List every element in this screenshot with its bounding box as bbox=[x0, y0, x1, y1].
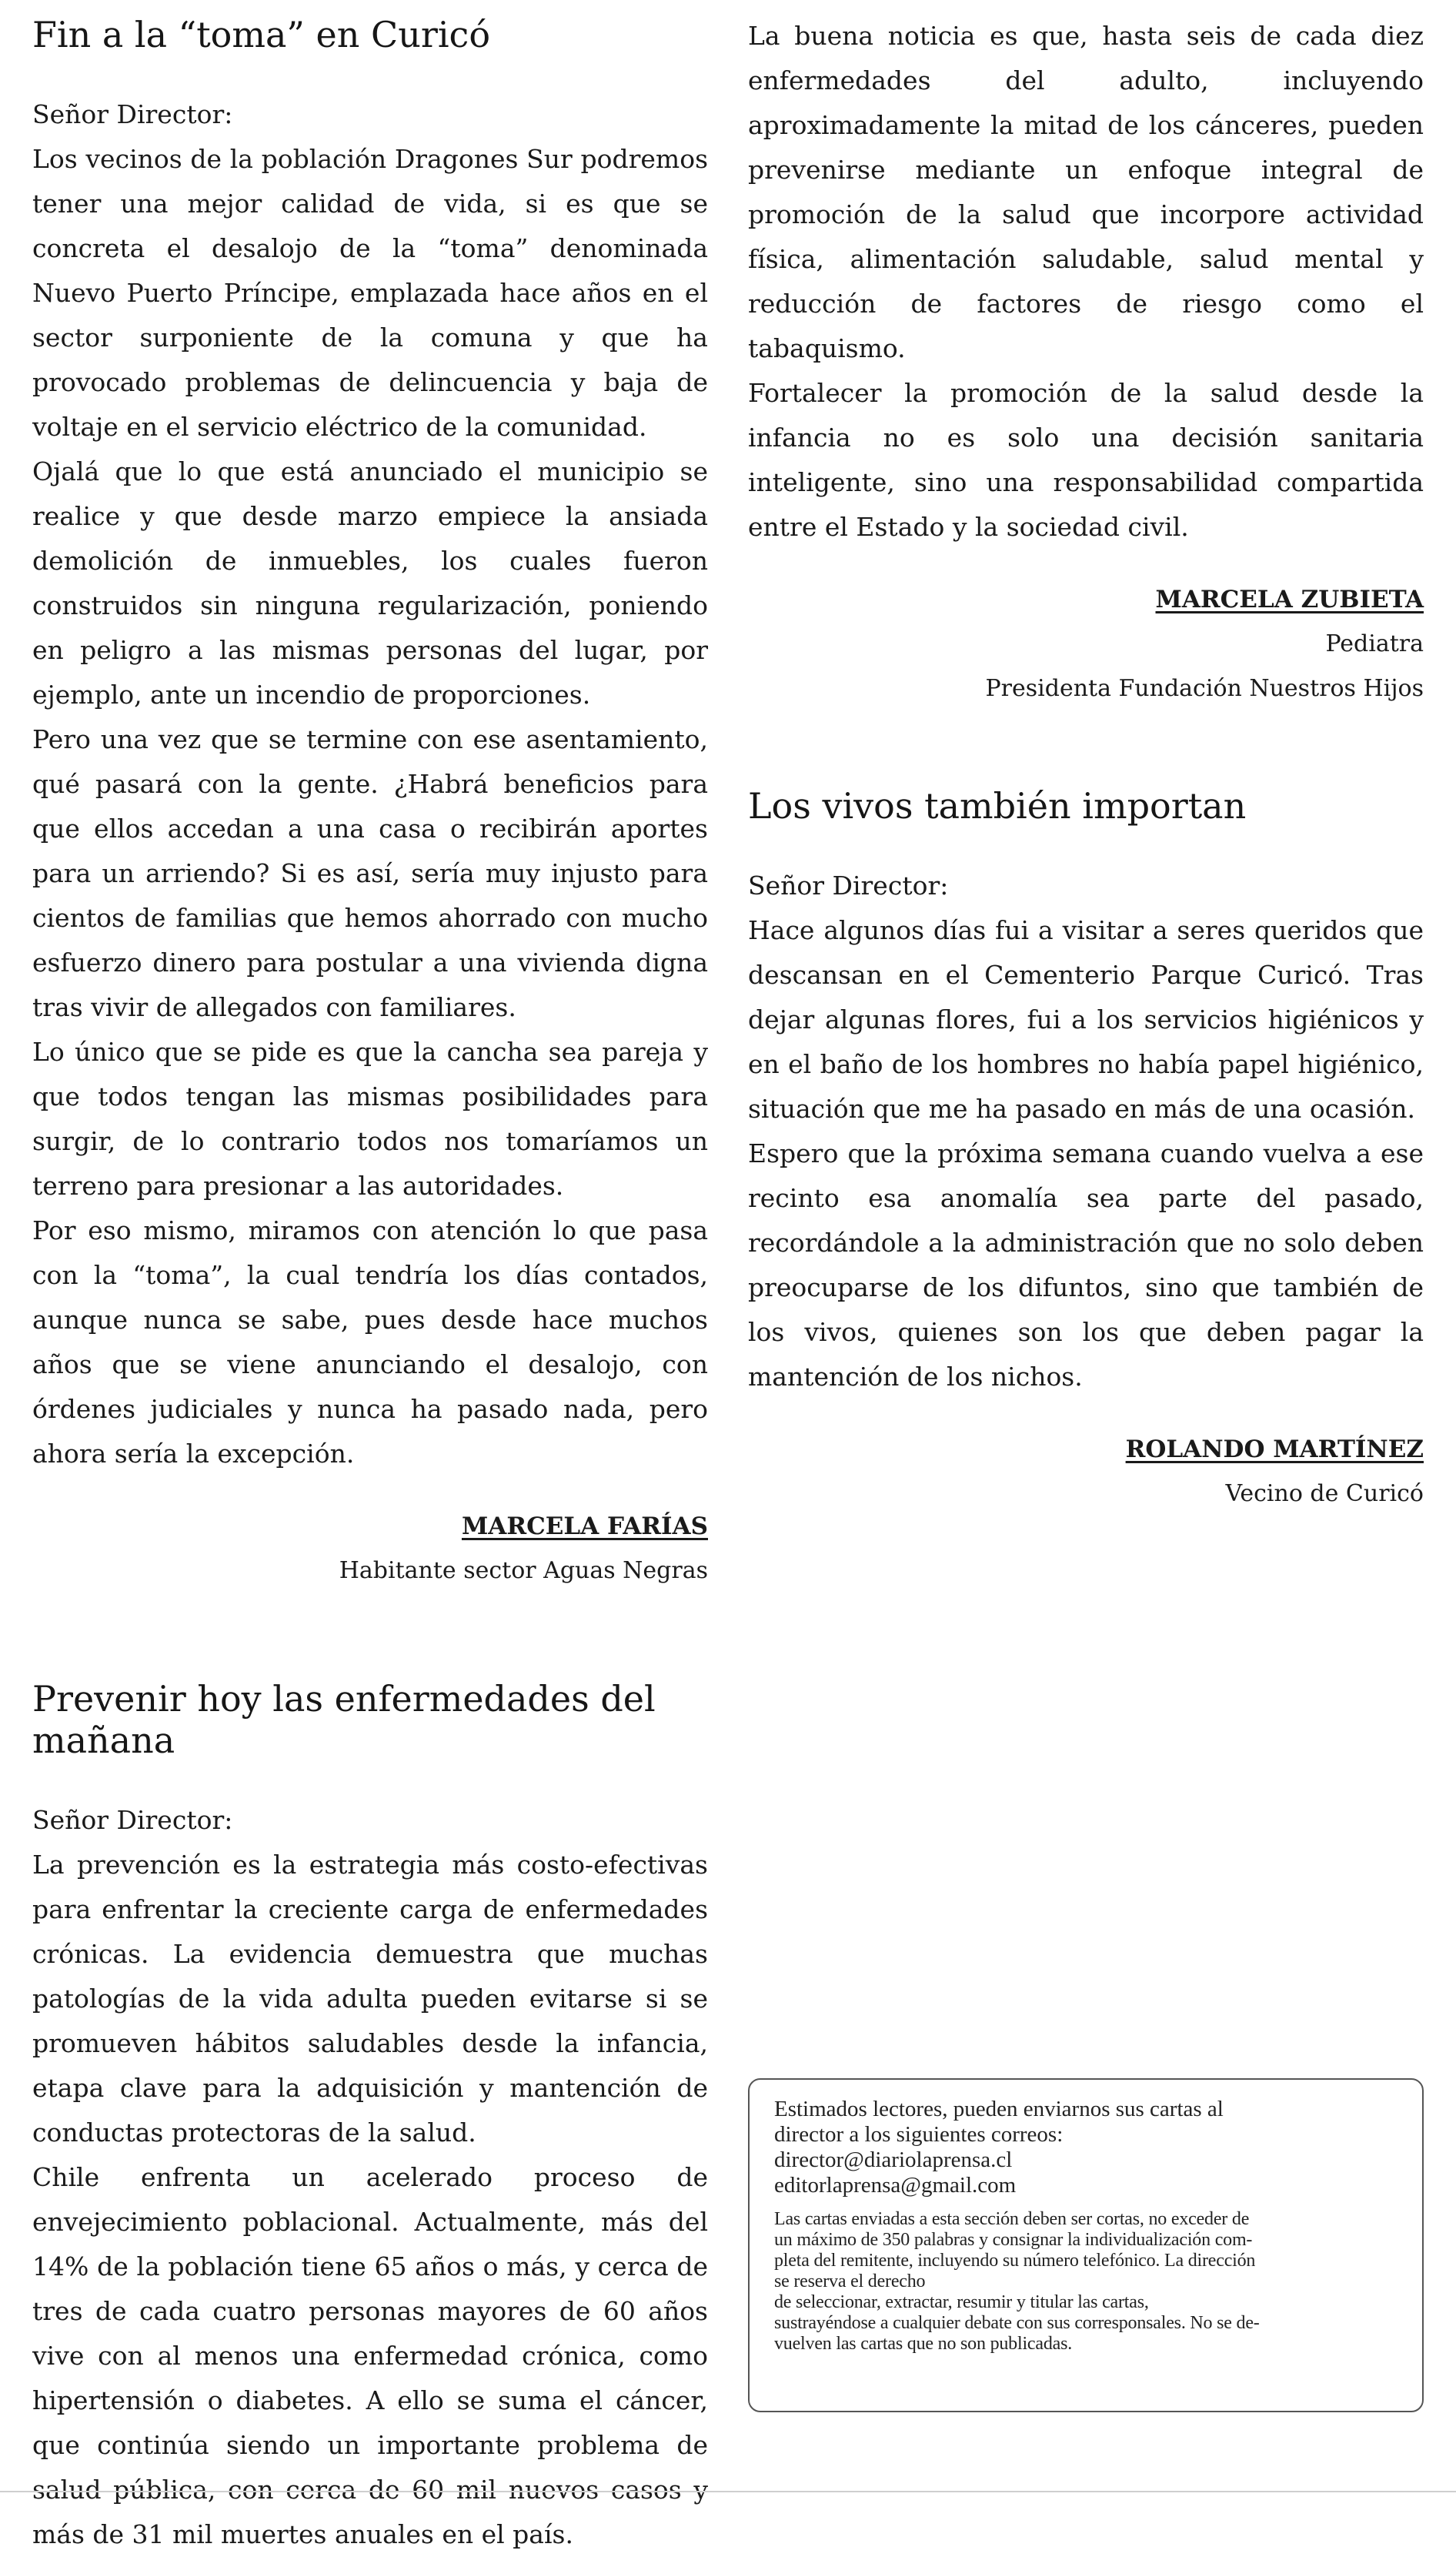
notice-fine-4: se reserva el derecho bbox=[774, 2271, 926, 2291]
right-column bbox=[748, 14, 1424, 1516]
letter3-signature-role: Vecino de Curicó bbox=[1225, 1480, 1424, 1507]
letter2-signature-role: Pediatra bbox=[1325, 630, 1424, 657]
letter3-paragraph-2: Espero que la próxima semana cuando vuelva a ese recinto esa anomalía sea parte del pasado, recordándole a la administración que no solo deben preocuparse de los difuntos, sino que también de los vivos, quienes son los que deben pagar la mantención de los nichos. bbox=[748, 1138, 1424, 1392]
letter2-paragraph-2: Chile enfrenta un acelerado proceso de envejecimiento poblacional. Actualmente, más del 14% de la población tiene 65 años o más, y cerca de tres de cada cuatro personas mayores de 60 años vive con al menos una enfermedad crónica, como hipertensión o diabetes. A ello se suma el cáncer, que continúa siendo un importante problema de salud pública, con cerca de 60 mil nuevos casos y más de 31 mil muertes anuales en el país. bbox=[32, 2162, 708, 2549]
letter3-salutation: Señor Director: bbox=[748, 871, 949, 901]
notice-intro-2: director a los siguientes correos: bbox=[774, 2122, 1064, 2147]
letter2-signature-role-2: Presidenta Fundación Nuestros Hijos bbox=[985, 675, 1424, 702]
letter1-paragraph-4: Lo único que se pide es que la cancha sea pareja y que todos tengan las mismas posibilidades para surgir, de lo contrario todos nos tomaríamos un terreno para presionar a las autoridades. bbox=[32, 1037, 708, 1201]
letter2-paragraph-3: La buena noticia es que, hasta seis de cada diez enfermedades del adulto, incluyendo aproximadamente la mitad de los cánceres, pueden prevenirse mediante un enfoque integral de promoción de la salud que incorpore actividad física, alimentación saludable, salud mental y reducción de factores de riesgo como el tabaquismo. bbox=[748, 21, 1424, 363]
left-column bbox=[32, 14, 708, 2557]
letter2-paragraph-4: Fortalecer la promoción de la salud desde la infancia no es solo una decisión sanitaria inteligente, sino una responsabilidad compartida entre el Estado y la sociedad civil. bbox=[748, 378, 1424, 542]
letter1-paragraph-5: Por eso mismo, miramos con atención lo que pasa con la “toma”, la cual tendría los días contados, aunque nunca se sabe, pues desde hace muchos años que se viene anunciando el desalojo, con órdenes judiciales y nunca ha pasado nada, pero ahora sería la excepción. bbox=[32, 1215, 708, 1469]
letter2-signature-name bbox=[748, 577, 1424, 622]
notice-intro-1: Estimados lectores, pueden enviarnos sus cartas al bbox=[774, 2097, 1224, 2121]
letter3-signature-name-text: ROLANDO MARTÍNEZ bbox=[1125, 1436, 1424, 1463]
letter2-salutation: Señor Director: bbox=[32, 1805, 233, 1835]
bottom-rule bbox=[0, 2491, 1456, 2492]
letter1-title: Fin a la “toma” en Curicó bbox=[32, 14, 491, 55]
notice-fine-3: pleta del remitente, incluyendo su número telefónico. La dirección bbox=[774, 2251, 1256, 2271]
notice-fine-6: sustrayéndose a cualquier debate con sus corresponsales. No se de- bbox=[774, 2313, 1260, 2333]
notice-fine-1: Las cartas enviadas a esta sección deben ser cortas, no exceder de bbox=[774, 2209, 1250, 2229]
letter3-paragraph-1: Hace algunos días fui a visitar a seres queridos que descansan en el Cementerio Parque Curicó. Tras dejar algunas flores, fui a los servicios higiénicos y en el baño de los hombres no había papel higiénico, situación que me ha pasado en más de una ocasión. bbox=[748, 915, 1424, 1124]
letter3-title: Los vivos también importan bbox=[748, 785, 1247, 827]
letter1-paragraph-1: Los vecinos de la población Dragones Sur podremos tener una mejor calidad de vida, si es que se concreta el desalojo de la “toma” denominada Nuevo Puerto Príncipe, emplazada hace años en el sector surponiente de la comuna y que ha provocado problemas de delincuencia y baja de voltaje en el servicio eléctrico de la comunidad. bbox=[32, 144, 708, 442]
notice-fine-5: de seleccionar, extractar, resumir y titular las cartas, bbox=[774, 2292, 1149, 2312]
letter1-salutation: Señor Director: bbox=[32, 99, 233, 129]
letter1-signature-name-text: MARCELA FARÍAS bbox=[461, 1512, 708, 1540]
letter3-signature-name bbox=[748, 1427, 1424, 1472]
letter1-signature-name bbox=[32, 1504, 708, 1549]
notice-email-editor: editorlaprensa@gmail.com bbox=[774, 2173, 1017, 2198]
notice-fine-2: un máximo de 350 palabras y consignar la individualización com- bbox=[774, 2230, 1253, 2250]
letter1-paragraph-2: Ojalá que lo que está anunciado el municipio se realice y que desde marzo empiece la ansiada demolición de inmuebles, los cuales fueron construidos sin ninguna regularización, poniendo en peligro a las mismas personas del lugar, por ejemplo, ante un incendio de proporciones. bbox=[32, 456, 708, 710]
letter1-paragraph-3: Pero una vez que se termine con ese asentamiento, qué pasará con la gente. ¿Habrá beneficios para que ellos accedan a una casa o recibirán aportes para un arriendo? Si es así, sería muy injusto para cientos de familias que hemos ahorrado con mucho esfuerzo dinero para postular a una vivienda digna tras vivir de allegados con familiares. bbox=[32, 724, 708, 1022]
letter1-signature-role: Habitante sector Aguas Negras bbox=[339, 1557, 708, 1584]
letter2-paragraph-1: La prevención es la estrategia más costo-efectivas para enfrentar la creciente carga de enfermedades crónicas. La evidencia demuestra que muchas patologías de la vida adulta pueden evitarse si se promueven hábitos saludables desde la infancia, etapa clave para la adquisición y mantención de conductas protectoras de la salud. bbox=[32, 1850, 708, 2148]
notice-email-director: director@diariolaprensa.cl bbox=[774, 2148, 1013, 2172]
letter2-signature-name-text: MARCELA ZUBIETA bbox=[1155, 586, 1424, 613]
letter2-title: Prevenir hoy las enfermedades del mañana bbox=[32, 1678, 656, 1761]
notice-fine-7: vuelven las cartas que no son publicadas. bbox=[774, 2334, 1073, 2354]
submission-notice-box bbox=[748, 2078, 1424, 2412]
